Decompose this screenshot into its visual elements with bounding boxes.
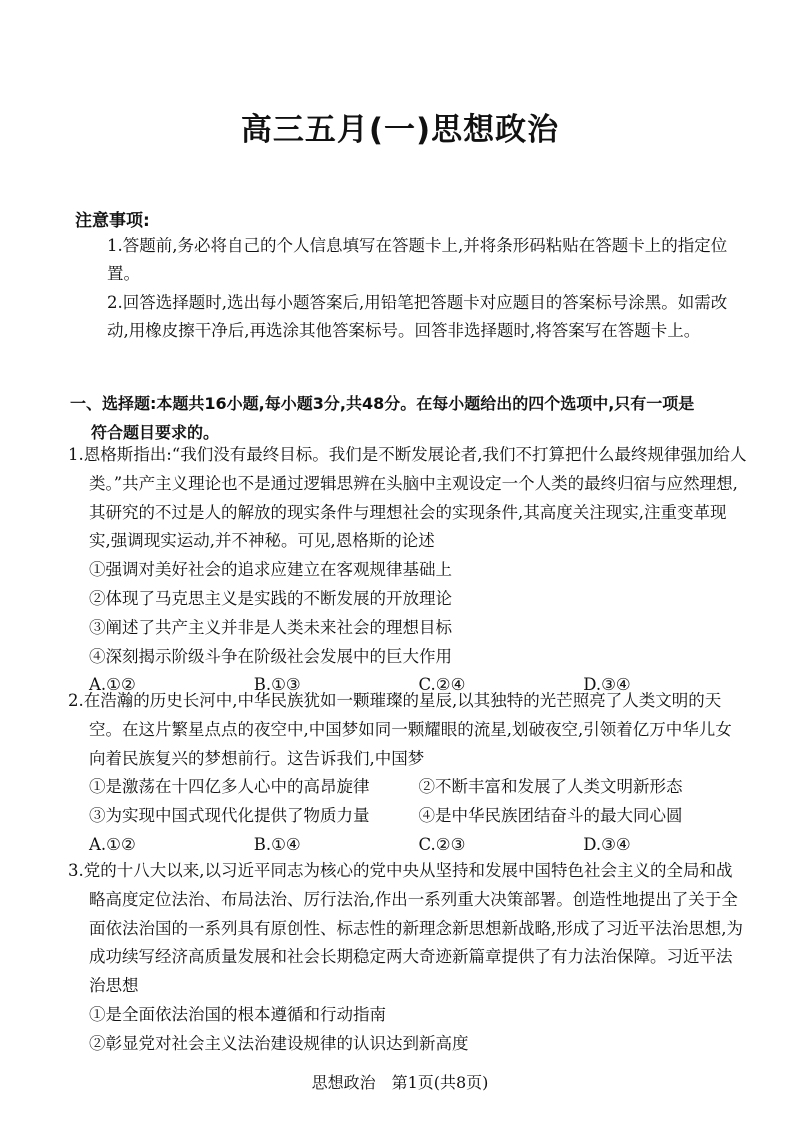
answer-choices — [68, 831, 748, 860]
question-stem: 1.恩格斯指出:“我们没有最终目标。我们是不断发展论者,我们不打算把什么最终规律强加给人类。”共产主义理论也不是通过逻辑思辨在头脑中主观设定一个人类的最终归宿与应然理想,其研究的不过是人的解放的现实条件与理想社会的实现条件,其高度关注现实,注重变革现实,强调现实运动,并不神秘。可见,恩格斯的论述 — [68, 445, 747, 551]
choice-a: A.①② — [89, 834, 136, 854]
statement-row — [68, 773, 748, 802]
notice-item-2: 2.回答选择题时,选出每小题答案后,用铅笔把答题卡对应题目的答案标号涂黑。如需改动,用橡皮擦干净后,再选涂其他答案标号。回答非选择题时,将答案写在答题卡上。 — [107, 293, 728, 340]
statement-2: ②彰显党对社会主义法治建设规律的认识达到新高度 — [89, 1033, 469, 1053]
choice-c: C.②④ — [418, 675, 466, 695]
page-footer: 思想政治 第1页(共8页) — [311, 1073, 489, 1092]
choice-b: B.①③ — [253, 675, 301, 695]
section-heading — [70, 389, 750, 447]
choice-c: C.②③ — [418, 834, 466, 854]
question-stem: 3.党的十八大以来,以习近平同志为核心的党中央从坚持和发展中国特色社会主义的全局和战略高度定位法治、布局法治、厉行法治,作出一系列重大决策部署。创造性地提出了关于全面依法治国的一系列具有原创性、标志性的新理念新思想新战略,形成了习近平法治思想,为成功续写经济高质量发展和社会长期稳定两大奇迹新篇章提供了有力法治保障。习近平法治思想 — [68, 861, 743, 996]
statement-1: ①强调对美好社会的追求应建立在客观规律基础上 — [89, 560, 452, 580]
statement-2: ②体现了马克思主义是实践的不断发展的开放理论 — [89, 588, 452, 608]
statement-2: ②不断丰富和发展了人类文明新形态 — [418, 777, 683, 797]
choice-a: A.①② — [89, 675, 136, 695]
choice-d: D.③④ — [583, 675, 631, 695]
page-title: 高三五月(一)思想政治 — [240, 112, 560, 148]
choice-d: D.③④ — [583, 834, 631, 854]
statement-1: ①是激荡在十四亿多人心中的高昂旋律 — [89, 777, 370, 797]
statement-4: ④深刻揭示阶级斗争在阶级社会发展中的巨大作用 — [89, 646, 452, 666]
statement-3: ③阐述了共产主义并非是人类未来社会的理想目标 — [89, 617, 452, 637]
notice-item-1: 1.答题前,务必将自己的个人信息填写在答题卡上,并将条形码粘贴在答题卡上的指定位置。 — [107, 236, 728, 283]
statement-1: ①是全面依法治国的根本遵循和行动指南 — [89, 1004, 386, 1024]
section-heading-line-2: 符合题目要求的。 — [91, 423, 220, 442]
question-1 — [68, 441, 748, 700]
choice-b: B.①④ — [253, 834, 301, 854]
question-stem: 2.在浩瀚的历史长河中,中华民族犹如一颗璀璨的星辰,以其独特的光芒照亮了人类文明的天空。在这片繁星点点的夜空中,中国梦如同一颗耀眼的流星,划破夜空,引领着亿万中华儿女向着民族复兴的梦想前行。这告诉我们,中国梦 — [68, 691, 732, 768]
statement-row — [68, 802, 748, 831]
question-2 — [68, 687, 748, 860]
statement-3: ③为实现中国式现代化提供了物质力量 — [89, 806, 370, 826]
statement-4: ④是中华民族团结奋斗的最大同心圆 — [418, 806, 683, 826]
notice-heading: 注意事项: — [75, 211, 150, 231]
question-3 — [68, 857, 748, 1059]
section-heading-line-1: 一、选择题:本题共16小题,每小题3分,共48分。在每小题给出的四个选项中,只有一项是 — [70, 394, 695, 413]
